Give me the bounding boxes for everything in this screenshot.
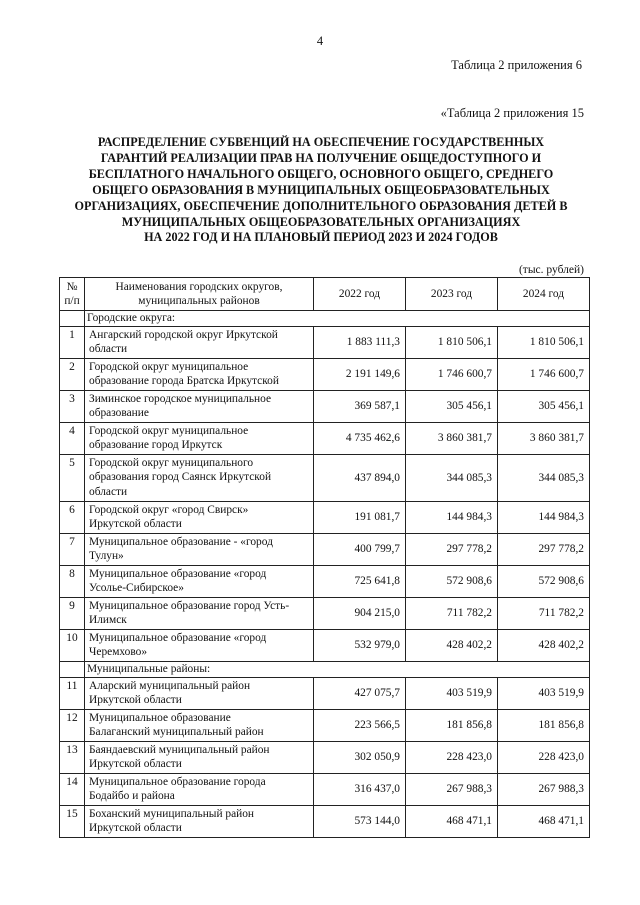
amount-2023: 267 988,3 [406, 774, 498, 806]
section-empty-cell [498, 311, 590, 327]
header-2023: 2023 год [406, 278, 498, 311]
municipality-name [85, 598, 314, 630]
row-number: 7 [60, 534, 85, 566]
table-row [60, 678, 590, 710]
table-row [60, 774, 590, 806]
municipality-name-line: Муниципальное образование города [89, 776, 266, 788]
amount-2023: 144 984,3 [406, 502, 498, 534]
amount-2023: 428 402,2 [406, 630, 498, 662]
municipality-name-line: Городской округ муниципальное [89, 425, 249, 437]
table-row [60, 566, 590, 598]
municipality-name [85, 774, 314, 806]
appendix-reference: Таблица 2 приложения 6 [451, 58, 582, 72]
municipality-name-line: Усолье-Сибирское» [89, 582, 184, 595]
table-row [60, 630, 590, 662]
row-number: 8 [60, 566, 85, 598]
municipality-name-line: образование [89, 407, 149, 420]
municipality-name [85, 391, 314, 423]
table-row [60, 806, 590, 838]
amount-2022: 437 894,0 [314, 455, 406, 502]
table-row [60, 598, 590, 630]
amount-2022: 302 050,9 [314, 742, 406, 774]
municipality-name-line: Иркутской области [89, 518, 182, 531]
municipality-name-line: Муниципальное образование город Усть- [89, 600, 290, 612]
amount-2022: 369 587,1 [314, 391, 406, 423]
section-heading: Муниципальные районы: [85, 662, 314, 678]
header-name-line: Наименования городских округов, [115, 281, 283, 293]
row-number: 11 [60, 678, 85, 710]
amount-2023: 344 085,3 [406, 455, 498, 502]
municipality-name-line: образования город Саянск Иркутской [89, 471, 272, 484]
amount-2024: 3 860 381,7 [498, 423, 590, 455]
row-number: 3 [60, 391, 85, 423]
table-row [60, 455, 590, 502]
amount-2022: 573 144,0 [314, 806, 406, 838]
amount-2023: 1 746 600,7 [406, 359, 498, 391]
amount-2024: 144 984,3 [498, 502, 590, 534]
row-number: 13 [60, 742, 85, 774]
municipality-name-line: Баяндаевский муниципальный район [89, 744, 270, 756]
header-number [60, 278, 85, 311]
amount-2023: 1 810 506,1 [406, 327, 498, 359]
header-2024: 2024 год [498, 278, 590, 311]
municipality-name-line: Бодайбо и района [89, 790, 175, 803]
municipality-name [85, 566, 314, 598]
municipality-name-line: области [89, 343, 128, 356]
row-number: 5 [60, 455, 85, 502]
municipality-name-line: Муниципальное образование [89, 712, 231, 724]
title-line: ОРГАНИЗАЦИЯХ, ОБЕСПЕЧЕНИЕ ДОПОЛНИТЕЛЬНОГО ОБРАЗОВАНИЯ ДЕТЕЙ В [74, 198, 568, 213]
title-line: ГАРАНТИЙ РЕАЛИЗАЦИИ ПРАВ НА ПОЛУЧЕНИЕ ОБЩЕДОСТУПНОГО И [100, 150, 542, 165]
header-number-line: п/п [64, 295, 80, 307]
section-heading: Городские округа: [85, 311, 314, 327]
amount-2023: 305 456,1 [406, 391, 498, 423]
table-body [60, 311, 590, 838]
amount-2023: 711 782,2 [406, 598, 498, 630]
municipality-name [85, 423, 314, 455]
appendix-reference-quoted: «Таблица 2 приложения 15 [440, 106, 584, 120]
row-number: 15 [60, 806, 85, 838]
amount-2023: 403 519,9 [406, 678, 498, 710]
section-row [60, 311, 590, 327]
amount-2024: 297 778,2 [498, 534, 590, 566]
header-2022: 2022 год [314, 278, 406, 311]
title-line: ОБЩЕГО ОБРАЗОВАНИЯ В МУНИЦИПАЛЬНЫХ ОБЩЕОБРАЗОВАТЕЛЬНЫХ [92, 182, 550, 197]
page-number: 4 [316, 34, 324, 48]
amount-2024: 428 402,2 [498, 630, 590, 662]
amount-2024: 344 085,3 [498, 455, 590, 502]
amount-2024: 267 988,3 [498, 774, 590, 806]
municipality-name-line: Тулун» [89, 550, 124, 563]
table-row [60, 534, 590, 566]
section-empty-cell [498, 662, 590, 678]
municipality-name-line: Городской округ «город Свирск» [89, 504, 249, 516]
row-number: 1 [60, 327, 85, 359]
amount-2023: 297 778,2 [406, 534, 498, 566]
municipality-name [85, 327, 314, 359]
table-row [60, 502, 590, 534]
municipality-name-line: Муниципальное образование «город [89, 568, 267, 580]
municipality-name-line: Городской округ муниципального [89, 457, 254, 469]
municipality-name-line: образование города Братска Иркутской [89, 375, 279, 388]
title-line: НА 2022 ГОД И НА ПЛАНОВЫЙ ПЕРИОД 2023 И 2024 ГОДОВ [144, 230, 498, 245]
amount-2024: 468 471,1 [498, 806, 590, 838]
title-line: МУНИЦИПАЛЬНЫХ ОБЩЕОБРАЗОВАТЕЛЬНЫХ ОРГАНИЗАЦИЯХ [121, 214, 521, 229]
amount-2022: 904 215,0 [314, 598, 406, 630]
title-line: РАСПРЕДЕЛЕНИЕ СУБВЕНЦИЙ НА ОБЕСПЕЧЕНИЕ ГОСУДАРСТВЕННЫХ [97, 135, 545, 149]
section-number-cell [60, 311, 85, 327]
municipality-name-line: Иркутской области [89, 694, 182, 707]
municipality-name-line: Черемхово» [89, 646, 148, 659]
amount-2023: 468 471,1 [406, 806, 498, 838]
table-header-row [60, 278, 590, 311]
amount-2022: 4 735 462,6 [314, 423, 406, 455]
municipality-name [85, 534, 314, 566]
municipality-name-line: Балаганский муниципальный район [89, 726, 264, 739]
section-empty-cell [314, 662, 406, 678]
table-row [60, 327, 590, 359]
table-row [60, 391, 590, 423]
municipality-name-line: Аларский муниципальный район [89, 680, 251, 692]
amount-2024: 1 810 506,1 [498, 327, 590, 359]
municipality-name [85, 710, 314, 742]
unit-note: (тыс. рублей) [518, 264, 584, 276]
municipality-name-line: образование город Иркутск [89, 439, 223, 452]
amount-2022: 400 799,7 [314, 534, 406, 566]
amount-2022: 191 081,7 [314, 502, 406, 534]
amount-2022: 532 979,0 [314, 630, 406, 662]
municipality-name [85, 455, 314, 502]
row-number: 6 [60, 502, 85, 534]
municipality-name-line: Илимск [89, 614, 127, 627]
amount-2023: 228 423,0 [406, 742, 498, 774]
header-name [85, 278, 314, 311]
row-number: 4 [60, 423, 85, 455]
amount-2022: 2 191 149,6 [314, 359, 406, 391]
amount-2023: 3 860 381,7 [406, 423, 498, 455]
municipality-name [85, 359, 314, 391]
amount-2023: 572 908,6 [406, 566, 498, 598]
section-empty-cell [406, 311, 498, 327]
municipality-name-line: Зиминское городское муниципальное [89, 393, 272, 405]
amount-2023: 181 856,8 [406, 710, 498, 742]
municipality-name [85, 630, 314, 662]
amount-2024: 572 908,6 [498, 566, 590, 598]
amount-2024: 305 456,1 [498, 391, 590, 423]
municipality-name-line: Боханский муниципальный район [89, 808, 255, 820]
section-empty-cell [406, 662, 498, 678]
section-number-cell [60, 662, 85, 678]
document-title [58, 135, 584, 246]
row-number: 10 [60, 630, 85, 662]
table-row [60, 423, 590, 455]
section-row [60, 662, 590, 678]
table-row [60, 359, 590, 391]
amount-2022: 1 883 111,3 [314, 327, 406, 359]
amount-2022: 725 641,8 [314, 566, 406, 598]
row-number: 14 [60, 774, 85, 806]
amount-2022: 427 075,7 [314, 678, 406, 710]
amount-2024: 181 856,8 [498, 710, 590, 742]
municipality-name [85, 502, 314, 534]
header-number-line: № [66, 280, 78, 293]
amount-2024: 1 746 600,7 [498, 359, 590, 391]
amount-2024: 711 782,2 [498, 598, 590, 630]
row-number: 2 [60, 359, 85, 391]
amount-2024: 403 519,9 [498, 678, 590, 710]
header-name-line: муниципальных районов [138, 295, 260, 307]
amount-2022: 316 437,0 [314, 774, 406, 806]
row-number: 12 [60, 710, 85, 742]
section-empty-cell [314, 311, 406, 327]
table-row [60, 742, 590, 774]
municipality-name-line: Иркутской области [89, 758, 182, 771]
amount-2022: 223 566,5 [314, 710, 406, 742]
title-line: БЕСПЛАТНОГО НАЧАЛЬНОГО ОБЩЕГО, ОСНОВНОГО ОБЩЕГО, СРЕДНЕГО [88, 166, 554, 181]
municipality-name [85, 742, 314, 774]
municipality-name-line: Ангарский городской округ Иркутской [89, 329, 278, 341]
municipality-name-line: Иркутской области [89, 822, 182, 835]
municipality-name-line: Муниципальное образование «город [89, 632, 267, 644]
municipality-name-line: Муниципальное образование - «город [89, 536, 273, 548]
municipality-name-line: области [89, 485, 128, 498]
municipality-name [85, 678, 314, 710]
table-row [60, 710, 590, 742]
amount-2024: 228 423,0 [498, 742, 590, 774]
municipality-name-line: Городской округ муниципальное [89, 361, 249, 373]
row-number: 9 [60, 598, 85, 630]
subsidy-table [59, 277, 590, 838]
municipality-name [85, 806, 314, 838]
